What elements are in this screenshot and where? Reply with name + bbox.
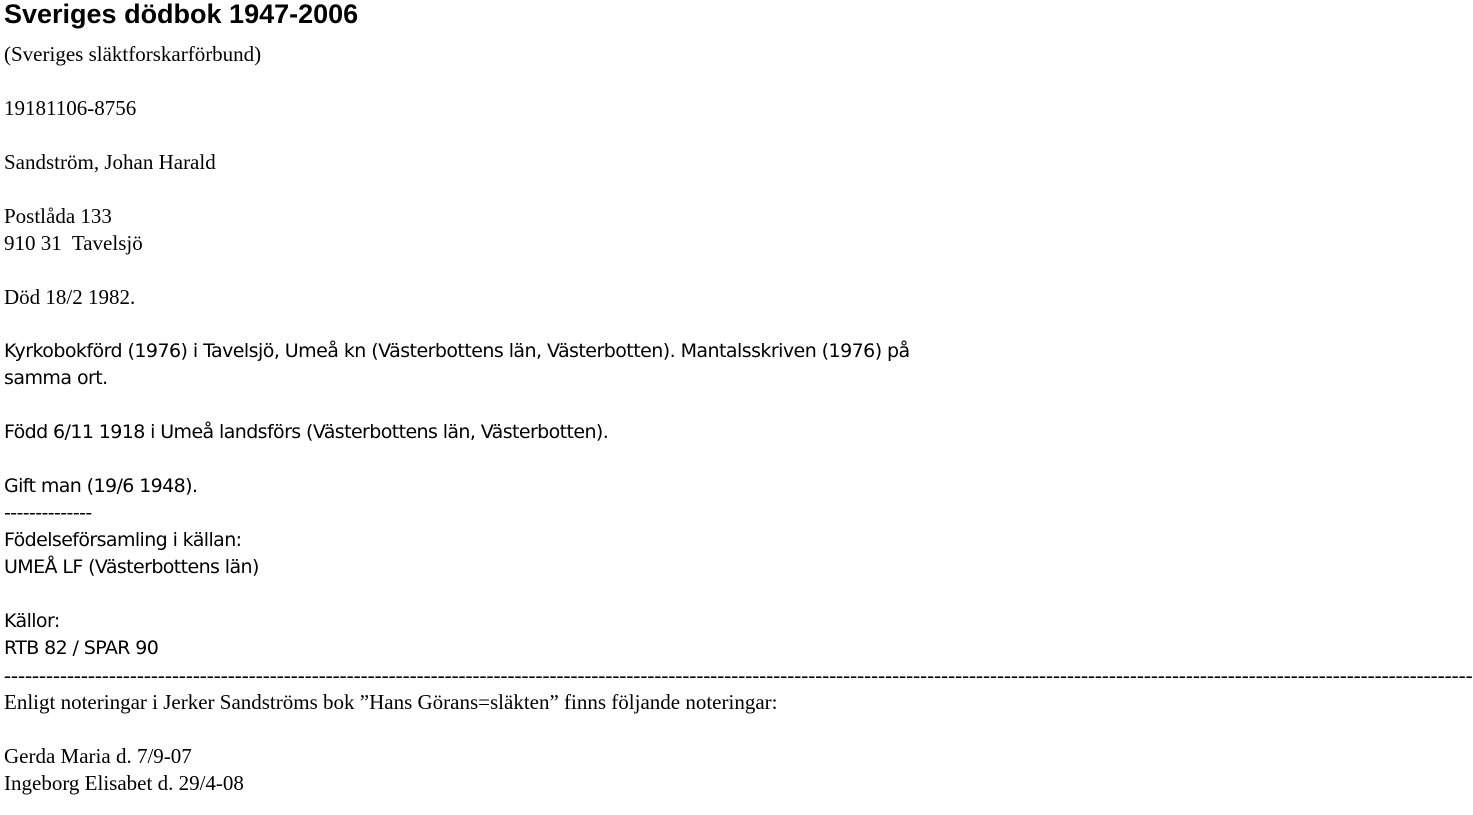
publisher: (Sveriges släktforskarförbund) [4,42,262,66]
note-intro: Enligt noteringar i Jerker Sandströms bok ”Hans Görans=släkten” finns följande noteringar: [4,690,778,714]
address-line-1: Postlåda 133 [4,204,112,228]
child-entry: Ingeborg Elisabet d. 29/4-08 [4,771,244,795]
address-line-2: 910 31 Tavelsjö [4,231,143,255]
sources-label: Källor: [4,610,60,632]
sources-value: RTB 82 / SPAR 90 [4,637,159,659]
child-entry: Gerda Maria d. 7/9-07 [4,744,192,768]
registration-info: Kyrkobokförd (1976) i Tavelsjö, Umeå kn (Västerbottens län, Västerbotten). Mantalsskriven (1976) på samma ort. [4,340,910,389]
birth-parish-value: UMEÅ LF (Västerbottens län) [4,556,259,578]
death-date: Död 18/2 1982. [4,285,136,309]
marriage-info: Gift man (19/6 1948). [4,475,198,497]
page-title: Sveriges dödbok 1947-2006 [4,0,359,29]
short-separator: -------------- [4,502,92,524]
long-separator: ------------------------------------------------------------------------------------------------------------------------------------------------------------------------------------------------------------------ [4,663,1473,687]
birth-parish-label: Födelseförsamling i källan: [4,529,242,551]
person-name: Sandström, Johan Harald [4,150,216,174]
person-number: 19181106-8756 [4,96,137,120]
birth-info: Född 6/11 1918 i Umeå landsförs (Västerbottens län, Västerbotten). [4,421,609,443]
